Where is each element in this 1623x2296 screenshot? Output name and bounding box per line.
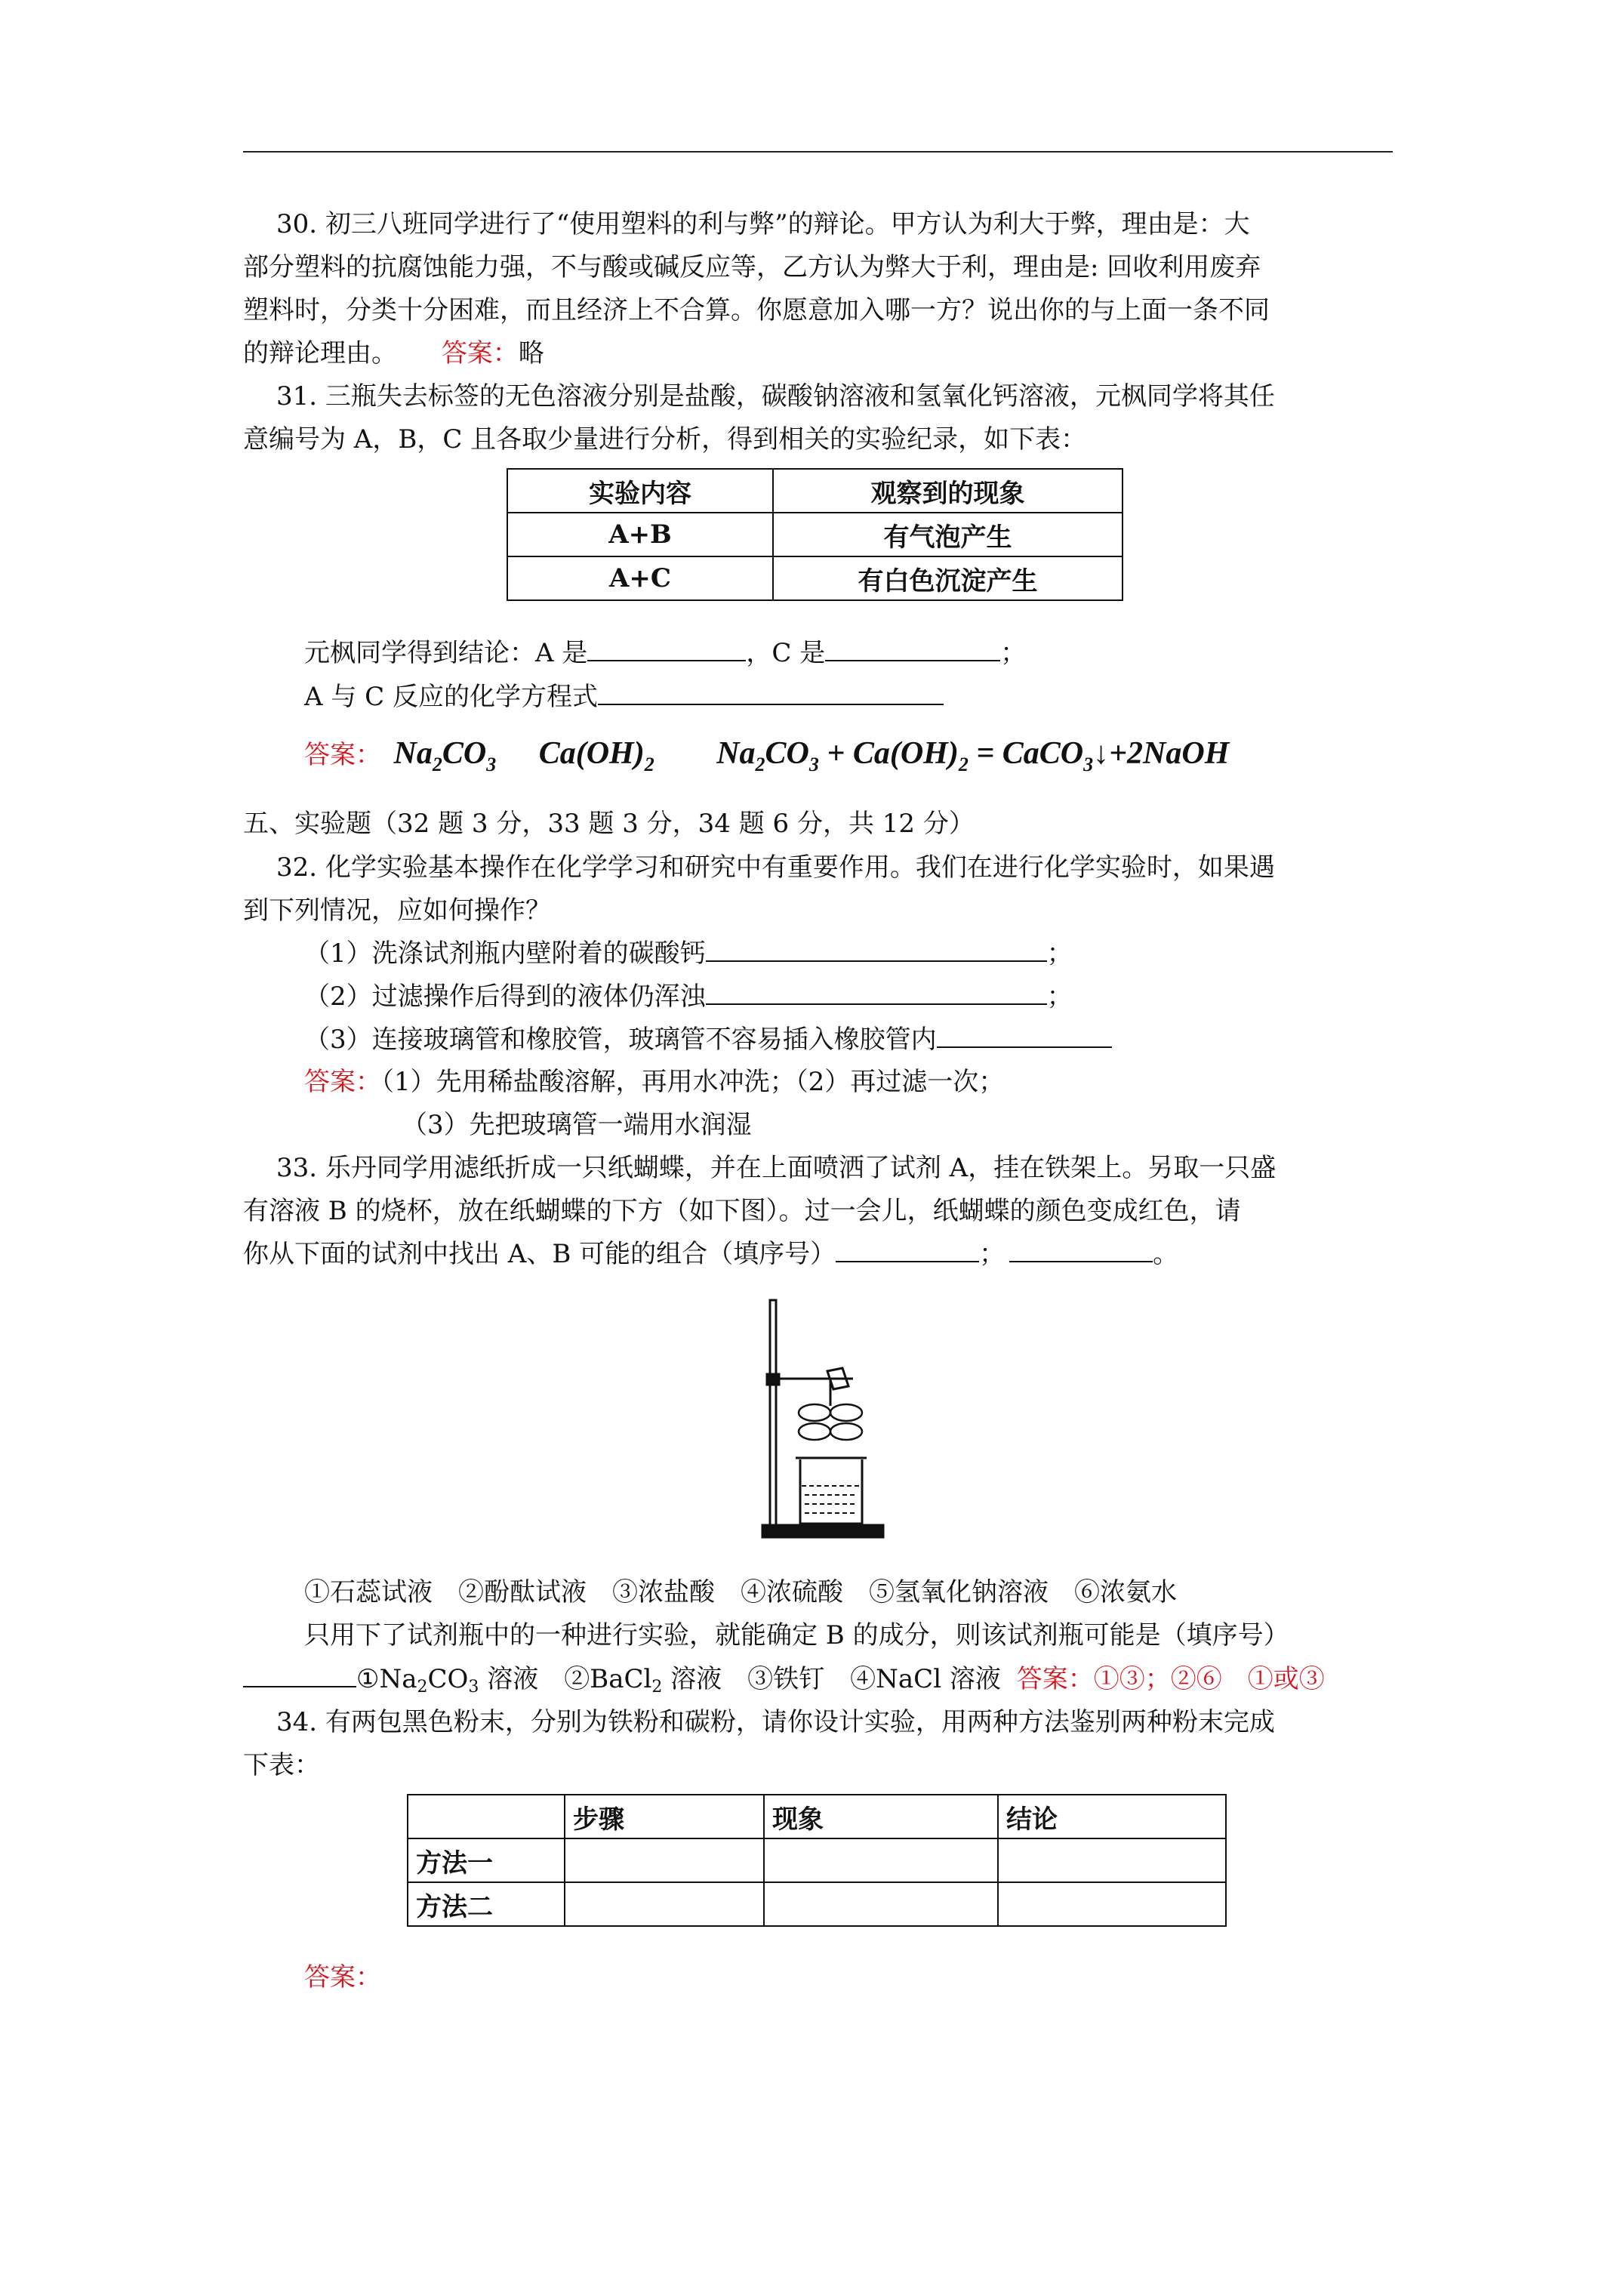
beaker — [796, 1458, 867, 1524]
q31-conclusion — [304, 636, 1026, 670]
table-cell: A+C — [507, 556, 773, 600]
q31-answer-line — [304, 732, 1229, 776]
q31-line1: 31. 三瓶失去标签的无色溶液分别是盐酸，碳酸钠溶液和氢氧化钙溶液，元枫同学将其任 — [276, 381, 1275, 411]
table-cell: 方法二 — [408, 1882, 565, 1926]
q32-answer-line2: （3）先把玻璃管一端用水润湿 — [402, 1110, 752, 1140]
butterfly-wing-bottom-left — [799, 1423, 830, 1440]
q31-conclusion-c: ，C 是 — [746, 638, 826, 668]
stand-base — [762, 1525, 883, 1537]
table-row — [408, 1882, 1226, 1926]
table-row — [408, 1838, 1226, 1882]
table-row — [507, 556, 1123, 600]
q31-answer-label: 答案： — [304, 740, 381, 770]
butterfly-wing-top-right — [830, 1404, 862, 1421]
q32-item3-text: （3）连接玻璃管和橡胶管，玻璃管不容易插入橡胶管内 — [304, 1025, 937, 1055]
q32-line1: 32. 化学实验基本操作在化学学习和研究中有重要作用。我们在进行化学实验时，如果遇 — [276, 852, 1275, 883]
q34-line1: 34. 有两包黑色粉末，分别为铁粉和碳粉，请你设计实验，用两种方法鉴别两种粉末完成 — [276, 1707, 1275, 1737]
q31-ans-c: $Ca(OH)_2$ — [538, 736, 654, 775]
answer-blank[interactable] — [836, 1238, 979, 1262]
q30-line1: 30. 初三八班同学进行了“使用塑料的利与弊”的辩论。甲方认为利大于弊，理由是：大 — [276, 209, 1250, 239]
answer-blank[interactable] — [598, 681, 944, 705]
answer-blank[interactable] — [706, 981, 1047, 1005]
table-cell: 有白色沉淀产生 — [773, 556, 1123, 600]
q33-answer-label: 答案： — [1016, 1664, 1094, 1694]
table-cell: 方法一 — [408, 1838, 565, 1882]
table-header-row — [408, 1795, 1226, 1838]
answer-blank[interactable] — [937, 1024, 1112, 1048]
paper-butterfly — [799, 1404, 862, 1440]
q32-answer-label: 答案： — [304, 1067, 381, 1097]
q32-item3 — [304, 1022, 1112, 1057]
table-cell-input[interactable] — [565, 1882, 764, 1926]
answer-blank[interactable] — [587, 637, 746, 661]
table-cell-input[interactable] — [565, 1838, 764, 1882]
q32-item2 — [304, 979, 1073, 1014]
q33-line3-text: 你从下面的试剂中找出 A、B 可能的组合（填序号） — [243, 1239, 836, 1269]
q30-line2: 部分塑料的抗腐蚀能力强，不与酸或碱反应等，乙方认为弊大于利，理由是: 回收利用废弃 — [243, 252, 1261, 282]
table-row — [507, 513, 1123, 556]
table-cell-input[interactable] — [998, 1838, 1226, 1882]
q31-conclusion-end: ； — [1000, 638, 1027, 668]
section-heading: 五、实验题（32 题 3 分，33 题 3 分，34 题 6 分，共 12 分） — [243, 809, 975, 839]
q34-table — [407, 1794, 1227, 1927]
q34-answer-label: 答案： — [304, 1962, 381, 1992]
clamp-boss — [767, 1374, 779, 1385]
table-header-cell: 观察到的现象 — [773, 469, 1123, 513]
iron-stand-figure — [755, 1297, 898, 1546]
answer-blank[interactable] — [825, 637, 1000, 661]
q32-answer-line1 — [304, 1065, 1004, 1099]
answer-blank[interactable] — [706, 938, 1047, 962]
answer-blank[interactable] — [1009, 1238, 1153, 1262]
period: 。 — [1153, 1239, 1179, 1269]
answer-blank[interactable] — [243, 1663, 356, 1687]
stand-rod — [770, 1300, 776, 1525]
table-header-cell: 实验内容 — [507, 469, 773, 513]
q33-line2: 有溶液 B 的烧杯，放在纸蝴蝶的下方（如下图）。过一会儿，纸蝴蝶的颜色变成红色，请 — [243, 1196, 1241, 1226]
table-header-cell: 现象 — [764, 1795, 998, 1838]
table-cell-input[interactable] — [764, 1882, 998, 1926]
table-cell-input[interactable] — [998, 1882, 1226, 1926]
semicolon: ； — [1046, 982, 1073, 1012]
table-header-cell: 步骤 — [565, 1795, 764, 1838]
q33-reagents: ①石蕊试液 ②酚酞试液 ③浓盐酸 ④浓硫酸 ⑤氢氧化钠溶液 ⑥浓氨水 — [304, 1577, 1177, 1607]
q33-answer: ①③；②⑥ ①或③ — [1093, 1664, 1325, 1694]
butterfly-wing-top-left — [799, 1404, 830, 1421]
q30-line3: 塑料时，分类十分困难，而且经济上不合算。你愿意加入哪一方？说出你的与上面一条不同 — [243, 295, 1270, 325]
q31-conclusion-a: 元枫同学得到结论：A 是 — [304, 638, 588, 668]
table-header-cell: 结论 — [998, 1795, 1226, 1838]
q32-item1 — [304, 936, 1073, 971]
beaker-body — [800, 1459, 862, 1524]
q31-table — [507, 468, 1123, 601]
q32-line2: 到下列情况，应如何操作？ — [243, 895, 551, 926]
q32-item2-text: （2）过滤操作后得到的液体仍浑浊 — [304, 982, 706, 1012]
q33-line1: 33. 乐丹同学用滤纸折成一只纸蝴蝶，并在上面喷洒了试剂 A，挂在铁架上。另取一只盛 — [276, 1153, 1277, 1183]
q30-line4 — [243, 336, 544, 371]
header-rule — [243, 151, 1393, 153]
q31-line2: 意编号为 A，B，C 且各取少量进行分析，得到相关的实验纪录，如下表： — [243, 424, 1087, 455]
table-header-cell — [408, 1795, 565, 1838]
table-cell: 有气泡产生 — [773, 513, 1123, 556]
q33-options-line: $①Na_2CO_3$ 溶液 ②BaCl$_2$ 溶液 ③铁钉 ④NaCl 溶液 答案：①③；②⑥ ①或③ — [243, 1662, 1325, 1697]
semicolon: ； — [1046, 938, 1073, 969]
q30-answer-label: 答案： — [441, 338, 519, 368]
q34-line2: 下表： — [243, 1750, 320, 1780]
q30-answer: 略 — [518, 338, 544, 368]
table-header-row — [507, 469, 1123, 513]
q33-line5: 只用下了试剂瓶中的一种进行实验，就能确定 B 的成分，则该试剂瓶可能是（填序号） — [304, 1620, 1289, 1650]
butterfly-wing-bottom-right — [830, 1423, 862, 1440]
q33-line3 — [243, 1237, 1178, 1271]
table-cell: A+B — [507, 513, 773, 556]
semicolon: ； — [979, 1239, 1006, 1269]
q31-equation-prompt-text: A 与 C 反应的化学方程式 — [304, 682, 598, 712]
q31-ans-a: $Na_2CO_3$ — [393, 736, 497, 775]
q32-answer1: （1）先用稀盐酸溶解，再用水冲洗；（2）再过滤一次； — [381, 1067, 1005, 1097]
q30-line4-text: 的辩论理由。 — [243, 338, 397, 368]
q31-equation: $Na_2CO_3 + Ca(OH)_2$ = CaCO$_3$↓+2NaOH — [716, 736, 1230, 775]
q31-equation-prompt — [304, 680, 944, 714]
table-cell-input[interactable] — [764, 1838, 998, 1882]
q32-item1-text: （1）洗涤试剂瓶内壁附着的碳酸钙 — [304, 938, 706, 969]
